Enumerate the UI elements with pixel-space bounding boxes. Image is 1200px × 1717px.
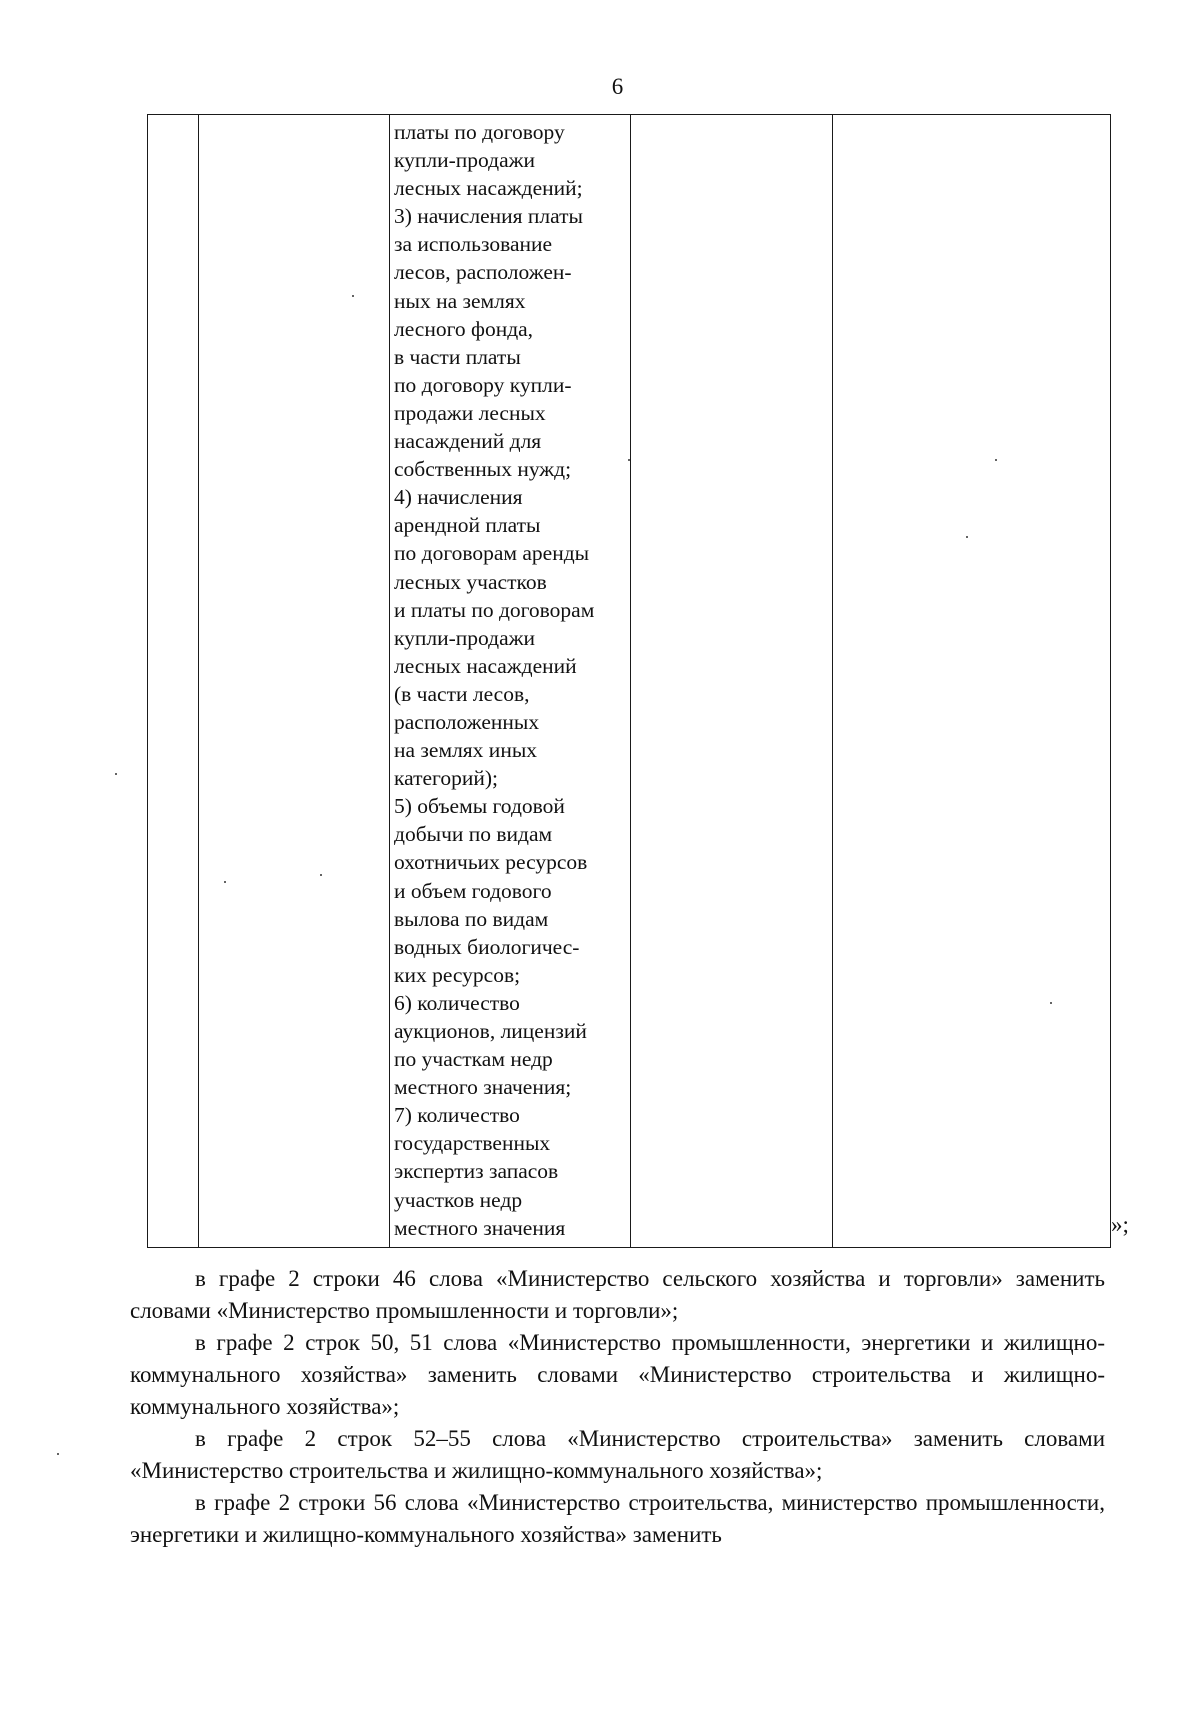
text-line: местного значения	[394, 1215, 566, 1240]
text-line: арендной платы	[394, 513, 541, 538]
scan-speck	[320, 874, 322, 876]
text-line: купли-продажи	[394, 148, 536, 173]
text-line: государственных	[394, 1131, 551, 1156]
text-line: платы по договору	[394, 120, 565, 144]
scan-speck	[966, 536, 968, 538]
text-line: местного значения;	[394, 1075, 572, 1100]
text-line: за использование	[394, 232, 553, 257]
text-line: 3) начисления платы	[394, 204, 583, 229]
scan-speck	[1050, 1002, 1052, 1004]
text-line: продажи лесных	[394, 400, 546, 425]
text-line: купли-продажи	[394, 625, 536, 650]
amendment-paragraph: в графе 2 строки 46 слова «Министерство сельского хозяйства и торговли» заменить словами «Министерство промышленности и торговли»;	[130, 1266, 1105, 1323]
table-cell-column-2	[199, 115, 390, 1248]
text-line: лесных насаждений	[394, 653, 577, 678]
table-cell-column-5	[833, 115, 1111, 1248]
scan-speck	[628, 459, 630, 461]
text-line: по договору купли-	[394, 372, 572, 397]
text-line: лесного фонда,	[394, 316, 534, 341]
text-line: собственных нужд;	[394, 457, 572, 482]
text-line: ких ресурсов;	[394, 962, 521, 987]
text-line: лесных участков	[394, 569, 547, 594]
text-line: 6) количество	[394, 990, 520, 1015]
text-line: категорий);	[394, 766, 498, 791]
text-line: добычи по видам	[394, 822, 553, 847]
text-line: 5) объемы годовой	[394, 794, 565, 819]
text-line: (в части лесов,	[394, 681, 530, 706]
table-row	[148, 115, 1111, 1248]
text-line: по участкам недр	[394, 1047, 553, 1072]
scan-speck	[115, 773, 117, 775]
text-line: расположенных	[394, 709, 540, 734]
text-line: и объем годового	[394, 878, 552, 903]
page-number: 6	[611, 74, 624, 99]
text-line: в части платы	[394, 344, 521, 369]
text-line: участков недр	[394, 1187, 523, 1212]
text-line: экспертиз запасов	[394, 1159, 559, 1184]
table-cell-column-4	[631, 115, 833, 1248]
amendment-paragraph: в графе 2 строк 52–55 слова «Министерство строительства» заменить словами «Министерство строительства и жилищно-коммунального хозяйства»;	[130, 1426, 1105, 1483]
text-line: лесных насаждений;	[394, 176, 583, 201]
text-line: водных биологичес-	[394, 934, 580, 959]
closing-quote: »;	[1111, 1212, 1129, 1237]
text-line: и платы по договорам	[394, 597, 595, 622]
scan-speck	[352, 295, 354, 297]
text-line: аукционов, лицензий	[394, 1019, 587, 1043]
table-cell-column-1	[148, 115, 199, 1248]
text-line: охотничьих ресурсов	[394, 850, 588, 875]
text-line: 4) начисления	[394, 485, 523, 510]
amendment-text	[130, 1263, 1105, 1551]
indicator-list-text	[390, 115, 630, 1242]
text-line: на землях иных	[394, 738, 538, 763]
text-line: лесов, расположен-	[394, 260, 572, 285]
text-line: насаждений для	[394, 429, 542, 454]
scan-speck	[57, 1453, 59, 1455]
text-line: по договорам аренды	[394, 541, 590, 566]
scan-speck	[995, 459, 997, 461]
text-line: ных на землях	[394, 288, 526, 313]
amendment-paragraph: в графе 2 строк 50, 51 слова «Министерство промышленности, энергетики и жилищно-коммунального хозяйства» заменить словами «Министерство строительства и жилищно-коммунального хозяйства»;	[130, 1330, 1105, 1419]
text-line: вылова по видам	[394, 906, 549, 931]
document-table	[147, 114, 1111, 1248]
table-cell-column-3	[390, 115, 631, 1248]
text-line: 7) количество	[394, 1103, 520, 1128]
amendment-paragraph: в графе 2 строки 56 слова «Министерство строительства, министерство промышленности, энергетики и жилищно-коммунального хозяйства» заменить	[130, 1490, 1105, 1547]
scan-speck	[224, 881, 226, 883]
